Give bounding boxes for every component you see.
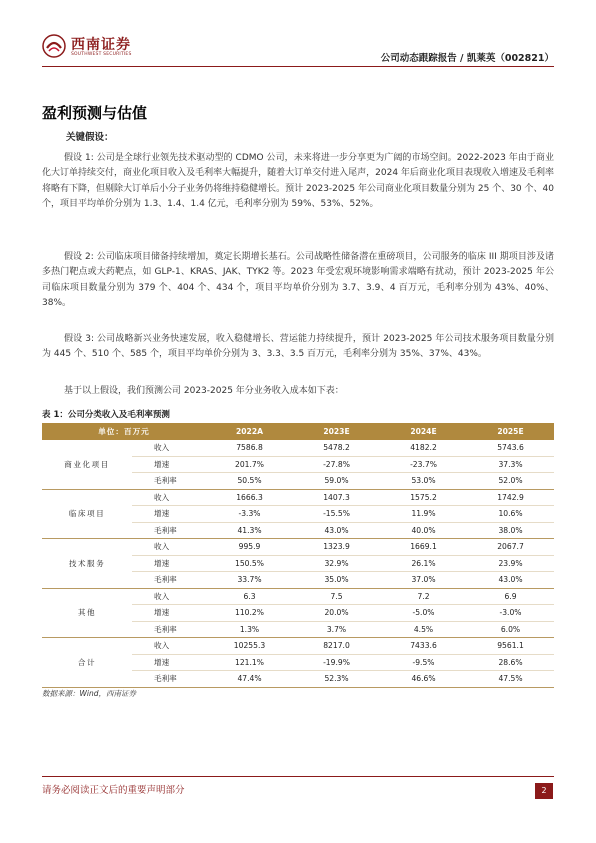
metric-label: 收入 [132,588,206,605]
table-title: 表 1：公司分类收入及毛利率预测 [42,410,170,420]
value-cell: -3.3% [206,506,293,523]
metric-label: 收入 [132,638,206,655]
value-cell: 5478.2 [293,440,380,456]
value-cell: 52.3% [293,671,380,688]
value-cell: 4.5% [380,621,467,638]
table-row [42,489,554,506]
table-row [42,588,554,605]
company-logo [42,32,172,64]
metric-label: 毛利率 [132,671,206,688]
value-cell: 995.9 [206,539,293,556]
value-cell: 1.3% [206,621,293,638]
table-row [42,539,554,556]
value-cell: 3.7% [293,621,380,638]
value-cell: 50.5% [206,473,293,490]
value-cell: 37.0% [380,572,467,589]
value-cell: 1407.3 [293,489,380,506]
metric-label: 增速 [132,555,206,572]
value-cell: 53.0% [380,473,467,490]
value-cell: 5743.6 [467,440,554,456]
value-cell: 1742.9 [467,489,554,506]
value-cell: -5.0% [380,605,467,622]
table-body [42,440,554,687]
year-header: 2024E [380,423,467,440]
report-info: 公司动态跟踪报告 / 凯莱英（002821） [380,53,554,64]
value-cell: 1669.1 [380,539,467,556]
value-cell: 9561.1 [467,638,554,655]
header-divider [42,66,554,67]
assumption-1-paragraph: 假设 1: 公司是全球行业领先技术驱动型的 CDMO 公司，未来将进一步分享更为广阔的市场空间。2022-2023 年由于商业化大订单持续交付，商业化项目收入及毛利率大幅提升，随着大订单交付进入尾声，2024 年后商业化项目表现收入增速及毛利率将略有下降，但剔除大订单后小分子业务仍将维持稳健增长。预计 2023-2025 年公司商业化项目数量分别为 25 个、30 个、40 个，项目平均单价分别为 1.3、1.4、1.4 亿元，毛利率分别为 59%、53%、52%。 [42,153,554,209]
value-cell: 110.2% [206,605,293,622]
key-assumptions-heading: 关键假设： [66,132,114,143]
footer-divider [42,776,554,777]
value-cell: 43.0% [293,522,380,539]
value-cell: 46.6% [380,671,467,688]
value-cell: 10255.3 [206,638,293,655]
value-cell: 121.1% [206,654,293,671]
metric-label: 毛利率 [132,522,206,539]
value-cell: 26.1% [380,555,467,572]
row-group-label: 商业化项目 [42,440,132,489]
metric-label: 增速 [132,456,206,473]
value-cell: 47.5% [467,671,554,688]
value-cell: 10.6% [467,506,554,523]
metric-label: 收入 [132,489,206,506]
value-cell: 4182.2 [380,440,467,456]
value-cell: 1575.2 [380,489,467,506]
value-cell: 7586.8 [206,440,293,456]
table-header-row [42,423,554,440]
value-cell: 28.6% [467,654,554,671]
year-header: 2023E [293,423,380,440]
value-cell: 1323.9 [293,539,380,556]
metric-label: 收入 [132,440,206,456]
row-group-label: 临床项目 [42,489,132,539]
value-cell: -19.9% [293,654,380,671]
value-cell: -27.8% [293,456,380,473]
logo-subtitle: SOUTHWEST SECURITIES [71,52,132,57]
year-header: 2025E [467,423,554,440]
value-cell: 2067.7 [467,539,554,556]
value-cell: 40.0% [380,522,467,539]
value-cell: 38.0% [467,522,554,539]
row-group-label: 其他 [42,588,132,638]
value-cell: 32.9% [293,555,380,572]
value-cell: 41.3% [206,522,293,539]
metric-label: 增速 [132,654,206,671]
value-cell: 6.3 [206,588,293,605]
value-cell: 6.0% [467,621,554,638]
table-row [42,440,554,456]
metric-label: 增速 [132,605,206,622]
year-header: 2022A [206,423,293,440]
value-cell: -3.0% [467,605,554,622]
metric-label: 毛利率 [132,572,206,589]
value-cell: -23.7% [380,456,467,473]
row-group-label: 合计 [42,638,132,688]
value-cell: 8217.0 [293,638,380,655]
value-cell: 59.0% [293,473,380,490]
value-cell: 33.7% [206,572,293,589]
section-title: 盈利预测与估值 [42,104,148,122]
value-cell: -9.5% [380,654,467,671]
value-cell: 7433.6 [380,638,467,655]
unit-header: 单位：百万元 [42,423,206,440]
assumption-2-paragraph: 假设 2: 公司临床项目储备持续增加，奠定长期增长基石。公司战略性储备潜在重磅项目，公司服务的临床 III 期项目涉及诸多热门靶点或大药靶点，如 GLP-1、KRAS、JAK、TYK2 等。2023 年受宏观环境影响需求端略有扰动，预计 2023-2025 年公司临床项目数量分别为 379 个、404 个、434 个，项目平均单价分别为 3.7、3.9、4 百万元，毛利率分别为 43%、40%、38%。 [42,252,554,308]
summary-paragraph: 基于以上假设，我们预测公司 2023-2025 年分业务收入成本如下表： [64,386,344,396]
value-cell: 47.4% [206,671,293,688]
value-cell: 1666.3 [206,489,293,506]
logo-name: 西南证券 [71,37,131,53]
value-cell: 11.9% [380,506,467,523]
value-cell: 6.9 [467,588,554,605]
metric-label: 毛利率 [132,621,206,638]
value-cell: 35.0% [293,572,380,589]
footer-disclaimer: 请务必阅读正文后的重要声明部分 [42,785,185,796]
row-group-label: 技术服务 [42,539,132,589]
logo-mark-icon [42,34,66,58]
value-cell: 52.0% [467,473,554,490]
page-number: 2 [535,783,553,799]
forecast-table [42,423,554,688]
value-cell: 23.9% [467,555,554,572]
value-cell: 150.5% [206,555,293,572]
value-cell: 7.5 [293,588,380,605]
metric-label: 增速 [132,506,206,523]
metric-label: 毛利率 [132,473,206,490]
value-cell: 20.0% [293,605,380,622]
forecast-table-wrapper [42,423,554,688]
data-source: 数据来源：Wind，西南证券 [42,689,137,698]
value-cell: 37.3% [467,456,554,473]
assumption-3-paragraph: 假设 3: 公司战略新兴业务快速发展，收入稳健增长、营运能力持续提升，预计 2023-2025 年公司技术服务项目数量分别为 445 个、510 个、585 个，项目平均单价分别为 3、3.3、3.5 百万元，毛利率分别为 35%、37%、43%。 [42,334,554,360]
value-cell: -15.5% [293,506,380,523]
value-cell: 43.0% [467,572,554,589]
metric-label: 收入 [132,539,206,556]
table-row [42,638,554,655]
value-cell: 7.2 [380,588,467,605]
value-cell: 201.7% [206,456,293,473]
